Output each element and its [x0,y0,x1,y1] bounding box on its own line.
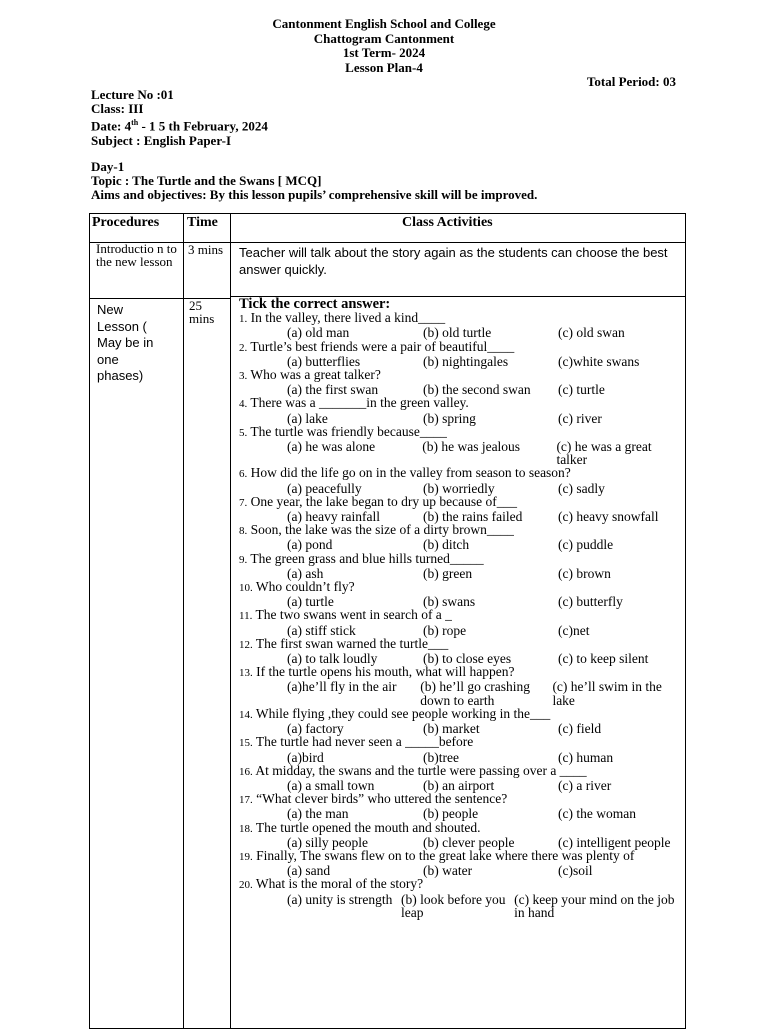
answer-option-a[interactable]: (a) the first swan [287,382,379,398]
question-line [239,792,685,807]
question-item [239,821,685,849]
answer-option-c[interactable]: (c) turtle [558,382,605,398]
question-text: “What clever birds” who uttered the sentence? [256,791,508,807]
question-text: At midday, the swans and the turtle were passing over a ____ [255,762,587,778]
question-line [239,396,685,411]
answer-option-c[interactable]: (c) sadly [558,480,605,496]
answer-option-b[interactable]: (b) nightingales [423,353,509,369]
question-line [239,665,685,680]
answer-option-a[interactable]: (a) silly people [287,834,368,850]
question-line [239,764,685,779]
questions [239,311,685,919]
question-number: 13. [239,667,253,680]
answer-option-a[interactable]: (a)he’ll fly in the air [287,679,397,695]
question-item [239,466,685,494]
answer-option-b[interactable]: (b) worriedly [423,480,495,496]
question-line [239,368,685,383]
answer-option-c[interactable]: (c) brown [558,565,611,581]
answer-option-a[interactable]: (a) old man [287,325,350,341]
header-block [0,0,768,75]
question-item [239,764,685,792]
answer-option-c[interactable]: (c) butterfly [558,594,623,610]
question-text: The turtle had never seen a _____before [255,734,474,750]
question-number: 20. [239,879,253,892]
question-item [239,608,685,636]
answer-option-a[interactable]: (a) unity is strength [287,891,393,907]
question-text: Soon, the lake was the size of a dirty brown____ [250,522,514,538]
answer-option-a[interactable]: (a) butterflies [287,353,361,369]
day-label: Day-1 [91,159,125,174]
answer-option-b[interactable]: (b) rope [423,622,467,638]
answer-option-c[interactable]: (c)net [558,622,590,638]
answer-option-c[interactable]: (c) to keep silent [558,651,649,667]
question-number: 9. [239,553,248,566]
answer-option-c[interactable]: (c) a river [558,777,612,793]
question-text: What is the moral of the story? [255,876,424,892]
answer-option-c[interactable]: (c) puddle [558,537,614,553]
answer-option-c[interactable]: (c)soil [558,863,593,879]
question-number: 5. [239,426,248,439]
question-number: 6. [239,468,248,481]
question-line [239,311,685,326]
answer-option-b[interactable]: (b) spring [423,410,476,426]
question-line [239,637,685,652]
question-number: 16. [239,765,253,778]
question-text: The first swan warned the turtle___ [255,635,449,651]
question-text: Finally, The swans flew on to the great lake where there was plenty of [256,847,635,863]
question-text: The green grass and blue hills turned_____ [250,550,484,566]
question-line [239,340,685,355]
question-line [239,821,685,836]
question-line [239,608,685,623]
school-location: Chattogram Cantonment [313,30,455,46]
school-name: Cantonment English School and College [272,16,496,31]
answer-options [239,893,685,919]
answer-option-b[interactable]: (b) to close eyes [423,651,512,667]
answer-option-a[interactable]: (a) sand [287,863,331,879]
question-line [239,495,685,510]
answer-option-c[interactable]: (c) heavy snowfall [558,509,659,525]
question-line [239,523,685,538]
answer-options [239,440,685,466]
answer-option-a[interactable]: (a) turtle [287,594,334,610]
total-period: Total Period: 03 [586,74,676,89]
answer-option-a[interactable]: (a) ash [287,565,324,581]
question-text: While flying ,they could see people working in the___ [255,705,551,721]
question-item [239,792,685,820]
answer-option-a[interactable]: (a)bird [287,749,324,765]
answer-option-b[interactable]: (b) market [423,721,480,737]
question-number: 11. [239,610,253,623]
lesson-meta [91,88,268,148]
question-number: 12. [239,638,253,651]
question-text: How did the life go on in the valley from season to season? [250,465,571,481]
new-time: 25 mins [189,298,215,326]
date-label [91,116,268,134]
question-item [239,396,685,424]
question-line [239,849,685,864]
header-class-activities: Class Activities [402,215,493,230]
question-list [239,298,685,919]
question-number: 15. [239,737,253,750]
lesson-plan: Lesson Plan-4 [345,59,423,75]
answer-options [239,680,685,706]
lecture-no: Lecture No :01 [91,87,174,102]
answer-option-a[interactable]: (a) factory [287,721,344,737]
answer-option-c[interactable]: (c) he’ll swim in the lake [552,679,662,708]
question-item [239,735,685,763]
question-line [239,877,685,892]
date-sup: th [131,118,139,128]
tick-heading: Tick the correct answer: [239,296,391,312]
question-text: The turtle opened the mouth and shouted. [255,819,481,835]
question-item [239,665,685,707]
question-text: In the valley, there lived a kind____ [250,310,446,326]
answer-option-a[interactable]: (a) peacefully [287,480,362,496]
question-item [239,849,685,877]
answer-option-b[interactable]: (b) green [423,565,473,581]
aims-objectives: Aims and objectives: By this lesson pupils’ comprehensive skill will be improved. [91,187,538,203]
answer-option-b[interactable]: (b) he’ll go crashing down to earth [420,679,531,708]
header-time: Time [187,215,218,230]
header-procedures: Procedures [92,215,160,230]
question-number: 4. [239,398,248,411]
question-text: Who was a great talker? [250,367,381,383]
question-text: Who couldn’t fly? [255,579,355,595]
answer-option-c[interactable]: (c) intelligent people [558,834,671,850]
answer-option-b[interactable]: (b) people [423,806,479,822]
answer-option-b[interactable]: (b) water [423,863,473,879]
term: 1st Term- 2024 [342,45,426,60]
answer-option-c[interactable]: (c)white swans [558,353,640,369]
intro-row-divider-left [90,298,230,299]
question-item [239,580,685,608]
answer-option-c[interactable]: (c) the woman [558,806,636,822]
intro-activity: Teacher will talk about the story again as the students can choose the best answer quickly. [239,245,668,277]
answer-option-b[interactable]: (b) an airport [423,777,495,793]
question-item [239,311,685,339]
question-text: The turtle was friendly because____ [250,423,447,439]
question-text: There was a _______in the green valley. [250,395,469,411]
question-item [239,552,685,580]
question-item [239,523,685,551]
day-block [91,160,537,203]
question-item [239,340,685,368]
question-number: 7. [239,496,248,509]
col-divider-2 [230,214,231,1028]
answer-option-c[interactable]: (c) he was a great talker [556,439,652,468]
question-text: Turtle’s best friends were a pair of beautiful____ [250,338,515,354]
answer-option-b[interactable]: (b) ditch [423,537,470,553]
question-line [239,425,685,440]
answer-option-b[interactable]: (b) old turtle [423,325,492,341]
answer-option-a[interactable]: (a) a small town [287,777,375,793]
question-item [239,495,685,523]
answer-option-a[interactable]: (a) he was alone [287,439,376,455]
date-prefix: Date: 4 [91,118,132,134]
question-number: 3. [239,370,248,383]
question-text: One year, the lake began to dry up because of___ [250,493,517,509]
answer-option-c[interactable]: (c) human [558,749,614,765]
answer-option-b[interactable]: (b) the rains failed [423,509,523,525]
question-number: 14. [239,708,253,721]
question-item [239,877,685,919]
answer-option-b[interactable]: (b) look before you leap [400,891,506,920]
answer-option-b[interactable]: (b) swans [423,594,476,610]
question-line [239,707,685,722]
question-line [239,580,685,595]
answer-option-a[interactable]: (a) to talk loudly [287,651,378,667]
question-item [239,425,685,467]
header-row-divider [90,242,685,243]
answer-option-a[interactable]: (a) heavy rainfall [287,509,380,525]
answer-option-b[interactable]: (b) the second swan [423,382,531,398]
question-number: 19. [239,850,253,863]
date-suffix: - 1 5 th February, 2024 [138,118,268,134]
intro-procedure: Introductio n to the new lesson [96,241,177,269]
question-item [239,707,685,735]
col-divider-1 [183,214,184,1028]
answer-option-b[interactable]: (b)tree [423,749,459,765]
question-item [239,637,685,665]
question-text: If the turtle opens his mouth, what will happen? [256,664,515,680]
question-number: 1. [239,313,248,326]
answer-option-a[interactable]: (a) stiff stick [287,622,356,638]
question-line [239,735,685,750]
question-number: 2. [239,341,248,354]
question-number: 10. [239,582,253,595]
answer-option-a[interactable]: (a) pond [287,537,333,553]
class-label: Class: III [91,101,144,117]
answer-option-a[interactable]: (a) lake [287,410,328,426]
question-line [239,552,685,567]
answer-option-c[interactable]: (c) river [558,410,602,426]
question-number: 17. [239,794,253,807]
answer-option-b[interactable]: (b) he was jealous [422,439,521,455]
new-procedure: New Lesson ( May be in one phases) [97,302,154,383]
answer-option-c[interactable]: (c) old swan [558,325,625,341]
question-text: The two swans went in search of a _ [255,607,452,623]
lesson-table [89,213,686,1029]
question-number: 8. [239,525,248,538]
question-number: 18. [239,822,253,835]
answer-option-c[interactable]: (c) field [558,721,602,737]
subject-label: Subject : English Paper-I [91,132,231,148]
topic: Topic : The Turtle and the Swans [ MCQ] [91,173,322,189]
intro-time: 3 mins [188,242,224,257]
answer-option-c[interactable]: (c) keep your mind on the job in hand [514,891,675,920]
answer-option-a[interactable]: (a) the man [287,806,349,822]
question-item [239,368,685,396]
question-line [239,466,685,481]
answer-option-b[interactable]: (b) clever people [423,834,515,850]
